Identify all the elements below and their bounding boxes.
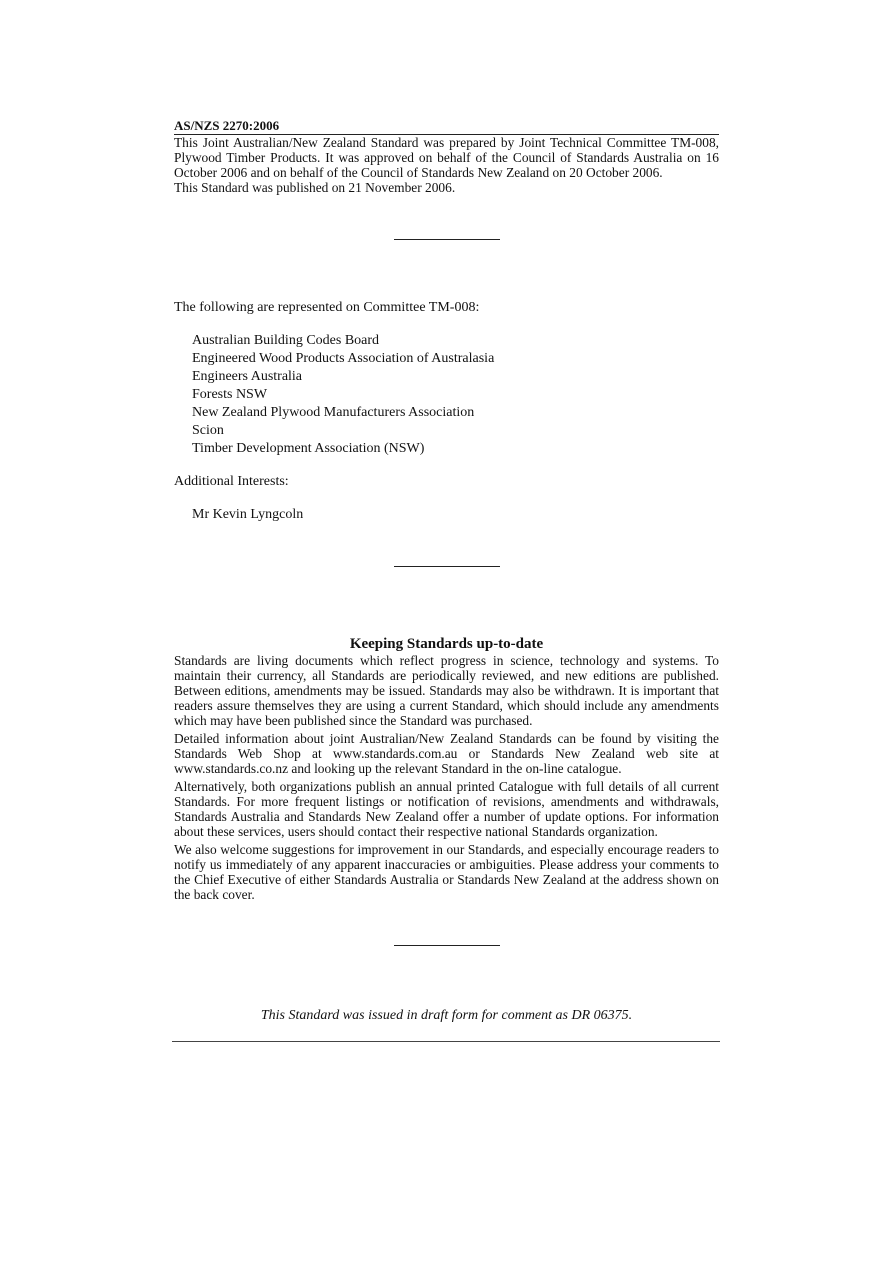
committee-member: Engineered Wood Products Association of Australasia — [192, 351, 495, 366]
committee-member: Australian Building Codes Board — [192, 333, 380, 348]
committee-member: Forests NSW — [192, 387, 268, 402]
draft-note: This Standard was issued in draft form for comment as DR 06375. — [260, 1008, 633, 1023]
committee-member: New Zealand Plywood Manufacturers Association — [192, 405, 475, 420]
section-title: Keeping Standards up-to-date — [349, 636, 544, 652]
document-page — [174, 118, 719, 1042]
preparation-statement — [174, 135, 719, 195]
footer-rule — [172, 1041, 720, 1042]
paragraph: Detailed information about joint Australian/New Zealand Standards can be found by visiting the Standards Web Shop at www.standards.com.au or Standards New Zealand web site at www.standards.co.nz and looking up the relevant Standard in the on-line catalogue. — [174, 731, 719, 776]
document-id: AS/NZS 2270:2006 — [174, 118, 719, 135]
committee-intro: The following are represented on Committee TM-008: — [174, 300, 480, 315]
paragraph: Alternatively, both organizations publish an annual printed Catalogue with full details of all current Standards. For more frequent listings or notification of revisions, amendments and withdrawals, Standards Australia and Standards New Zealand offer a number of update options. For information about these services, users should contact their respective national Standards organization. — [174, 779, 719, 839]
committee-member: Engineers Australia — [192, 369, 303, 384]
paragraph: Standards are living documents which reflect progress in science, technology and systems. To maintain their currency, all Standards are periodically reviewed, and new editions are published. Between editions, amendments may be issued. Standards may also be withdrawn. It is important that readers assure themselves they are using a current Standard, which should include any amendments which may have been published since the Standard was purchased. — [174, 653, 719, 728]
committee-member-list — [174, 332, 719, 458]
publication-date-text: This Standard was published on 21 November 2006. — [174, 180, 456, 195]
paragraph: We also welcome suggestions for improvement in our Standards, and especially encourage readers to notify us immediately of any apparent inaccuracies or ambiguities. Please address your comments to the Chief Executive of either Standards Australia or Standards New Zealand at the address shown on the back cover. — [174, 842, 719, 902]
additional-interests-heading: Additional Interests: — [174, 474, 289, 489]
additional-member: Mr Kevin Lyngcoln — [192, 507, 304, 522]
preparation-text: This Joint Australian/New Zealand Standard was prepared by Joint Technical Committee TM-008, Plywood Timber Products. It was approved on behalf of the Council of Standards Australia on 16 October 2006 and on behalf of the Council of Standards New Zealand on 20 October 2006. — [174, 135, 719, 180]
committee-member: Scion — [192, 423, 224, 438]
keeping-section-body — [174, 653, 719, 902]
committee-member: Timber Development Association (NSW) — [192, 441, 425, 456]
additional-interests-list — [174, 506, 719, 524]
